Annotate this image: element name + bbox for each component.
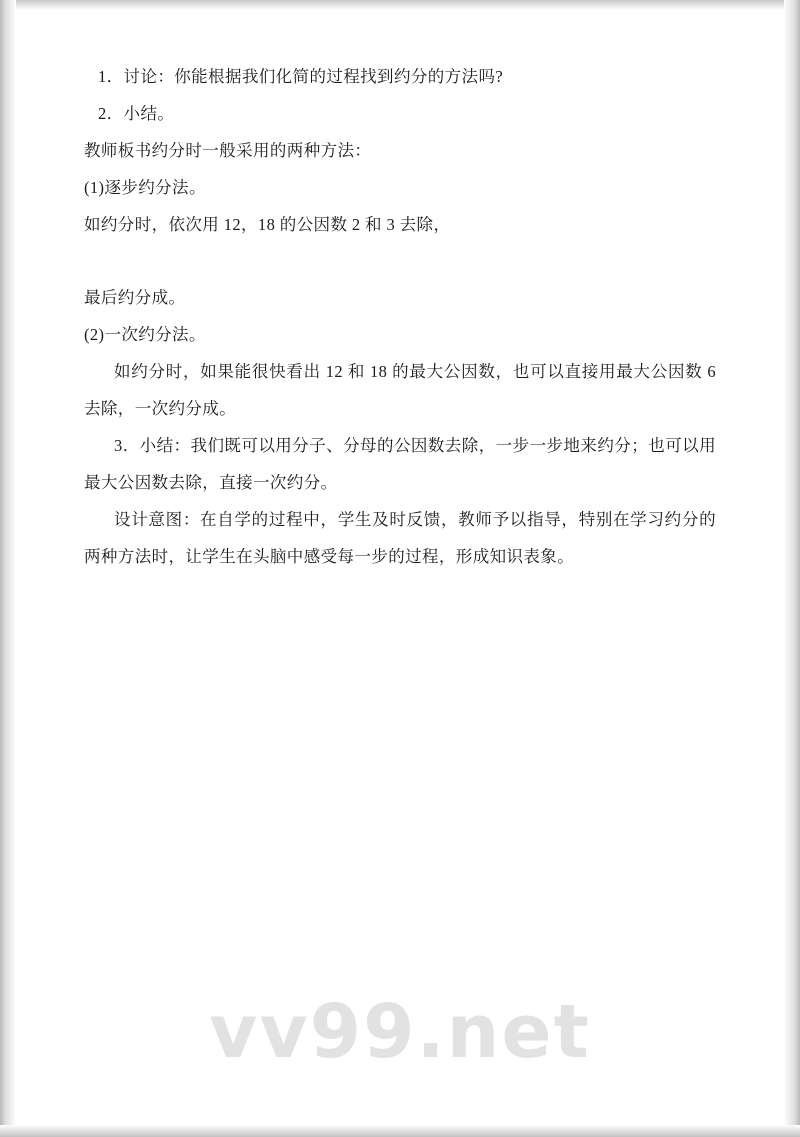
text-line-5: 如约分时，依次用 12，18 的公因数 2 和 3 去除， [84,215,451,234]
fraction-figure-placeholder [84,243,716,279]
text-line-1: 1．讨论：你能根据我们化简的过程找到约分的方法吗? [98,67,504,86]
scan-edge-right [784,0,800,1137]
scan-edge-left [0,0,16,1137]
text-line-4: (1)逐步约分法。 [84,178,206,197]
text-line-2: 2．小结。 [98,104,175,123]
document-body [84,58,716,575]
watermark: vv99.net [209,989,591,1075]
scan-edge-bottom [0,1125,800,1137]
text-line-6: 最后约分成。 [84,288,186,307]
scan-edge-top [0,0,800,10]
paragraph-1: 如约分时，如果能很快看出 12 和 18 的最大公因数，也可以直接用最大公因数 6 去除，一次约分成。 [84,362,716,418]
text-line-3: 教师板书约分时一般采用的两种方法： [84,141,372,160]
text-line-7: (2)一次约分法。 [84,325,206,344]
paragraph-3: 设计意图：在自学的过程中，学生及时反馈，教师予以指导，特别在学习约分的两种方法时，让学生在头脑中感受每一步的过程，形成知识表象。 [84,510,716,566]
paragraph-2: 3．小结：我们既可以用分子、分母的公因数去除，一步一步地来约分；也可以用最大公因数去除，直接一次约分。 [84,436,716,492]
